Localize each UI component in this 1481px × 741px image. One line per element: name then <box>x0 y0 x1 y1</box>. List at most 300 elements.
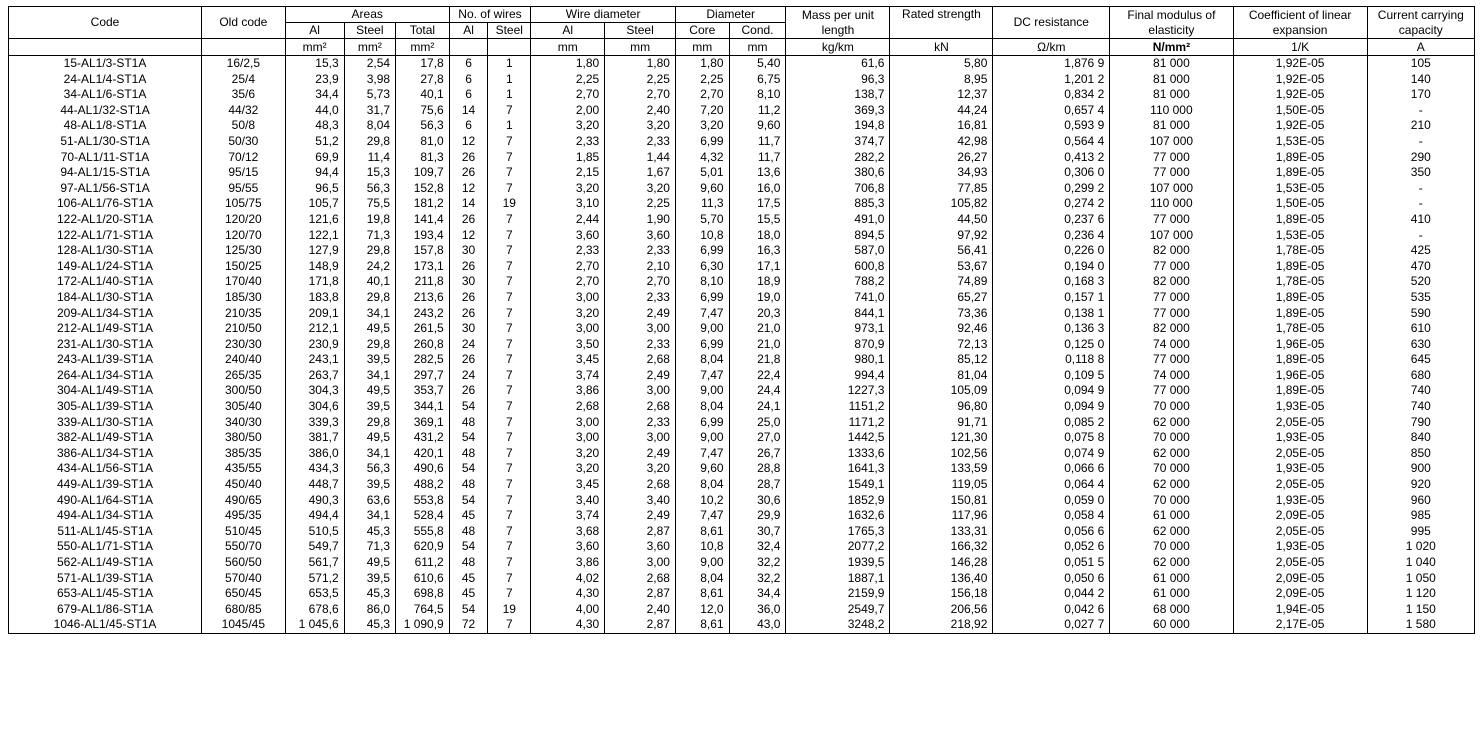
cell-wires-al: 48 <box>449 477 488 493</box>
cell-wires-al: 26 <box>449 290 488 306</box>
header-row-1 <box>9 7 1475 23</box>
cell-code: 172-AL1/40-ST1A <box>9 274 202 290</box>
table-body <box>9 56 1475 634</box>
table-header <box>9 7 1475 56</box>
cell-dia-core: 7,20 <box>675 103 729 119</box>
cell-area-total: 698,8 <box>396 586 450 602</box>
cell-dia-cond: 28,8 <box>729 461 786 477</box>
cell-dia-cond: 43,0 <box>729 617 786 633</box>
cell-dc-resistance: 0,226 0 <box>993 243 1110 259</box>
cell-area-steel: 45,3 <box>344 586 395 602</box>
cell-code: 212-AL1/49-ST1A <box>9 321 202 337</box>
cell-old-code: 35/6 <box>202 87 286 103</box>
cell-area-total: 261,5 <box>396 321 450 337</box>
cell-area-al: 339,3 <box>285 415 344 431</box>
cell-final-modulus: 70 000 <box>1110 539 1233 555</box>
cell-wire-dia-steel: 2,68 <box>605 571 676 587</box>
cell-wire-dia-al: 3,40 <box>531 493 605 509</box>
cell-code: 184-AL1/30-ST1A <box>9 290 202 306</box>
table-row <box>9 150 1475 166</box>
cell-old-code: 300/50 <box>202 383 286 399</box>
cell-area-steel: 39,5 <box>344 399 395 415</box>
cell-wire-dia-al: 2,68 <box>531 399 605 415</box>
cell-dia-cond: 21,8 <box>729 352 786 368</box>
cell-coef-expansion: 1,94E-05 <box>1233 602 1367 618</box>
cell-final-modulus: 77 000 <box>1110 212 1233 228</box>
cell-coef-expansion: 1,89E-05 <box>1233 259 1367 275</box>
cell-mass: 2077,2 <box>786 539 890 555</box>
table-row <box>9 524 1475 540</box>
cell-wires-steel: 7 <box>488 415 531 431</box>
cell-dia-core: 6,99 <box>675 134 729 150</box>
cell-rated-strength: 65,27 <box>890 290 993 306</box>
cell-dia-cond: 24,1 <box>729 399 786 415</box>
cell-mass: 138,7 <box>786 87 890 103</box>
header-areas: Areas <box>285 7 449 23</box>
table-row <box>9 290 1475 306</box>
cell-wires-steel: 7 <box>488 243 531 259</box>
cell-wire-dia-steel: 3,60 <box>605 539 676 555</box>
cell-code: 305-AL1/39-ST1A <box>9 399 202 415</box>
cell-wire-dia-al: 3,00 <box>531 430 605 446</box>
cell-wire-dia-steel: 1,67 <box>605 165 676 181</box>
cell-area-total: 764,5 <box>396 602 450 618</box>
cell-area-steel: 19,8 <box>344 212 395 228</box>
table-row <box>9 493 1475 509</box>
cell-final-modulus: 77 000 <box>1110 290 1233 306</box>
cell-dia-cond: 17,5 <box>729 196 786 212</box>
cell-area-total: 81,3 <box>396 150 450 166</box>
cell-rated-strength: 42,98 <box>890 134 993 150</box>
cell-dia-core: 6,30 <box>675 259 729 275</box>
cell-code: 511-AL1/45-ST1A <box>9 524 202 540</box>
cell-dc-resistance: 0,299 2 <box>993 181 1110 197</box>
cell-area-steel: 49,5 <box>344 555 395 571</box>
cell-rated-strength: 16,81 <box>890 118 993 134</box>
cell-final-modulus: 61 000 <box>1110 571 1233 587</box>
cell-dia-core: 8,04 <box>675 399 729 415</box>
cell-dia-cond: 20,3 <box>729 306 786 322</box>
cell-area-total: 40,1 <box>396 87 450 103</box>
header-rated-strength: Rated strength <box>890 7 993 39</box>
cell-current-capacity: - <box>1367 134 1474 150</box>
cell-wires-steel: 7 <box>488 150 531 166</box>
cell-old-code: 125/30 <box>202 243 286 259</box>
header-areas-al: Al <box>285 23 344 39</box>
cell-wires-al: 45 <box>449 508 488 524</box>
cell-current-capacity: 1 580 <box>1367 617 1474 633</box>
cell-area-al: 494,4 <box>285 508 344 524</box>
table-row <box>9 228 1475 244</box>
cell-area-al: 653,5 <box>285 586 344 602</box>
cell-wire-dia-al: 2,44 <box>531 212 605 228</box>
cell-wire-dia-al: 3,45 <box>531 477 605 493</box>
cell-rated-strength: 44,50 <box>890 212 993 228</box>
cell-wires-al: 54 <box>449 602 488 618</box>
table-row <box>9 352 1475 368</box>
cell-area-steel: 71,3 <box>344 539 395 555</box>
cell-code: 149-AL1/24-ST1A <box>9 259 202 275</box>
cell-current-capacity: 1 050 <box>1367 571 1474 587</box>
cell-mass: 870,9 <box>786 337 890 353</box>
cell-wire-dia-steel: 3,60 <box>605 228 676 244</box>
cell-dia-core: 10,8 <box>675 228 729 244</box>
cell-dia-cond: 36,0 <box>729 602 786 618</box>
cell-old-code: 170/40 <box>202 274 286 290</box>
table-row <box>9 243 1475 259</box>
cell-final-modulus: 107 000 <box>1110 134 1233 150</box>
cell-current-capacity: 680 <box>1367 368 1474 384</box>
cell-area-steel: 31,7 <box>344 103 395 119</box>
header-wire-diameter-steel: Steel <box>605 23 676 39</box>
cell-dc-resistance: 0,136 3 <box>993 321 1110 337</box>
cell-wires-al: 48 <box>449 446 488 462</box>
cell-final-modulus: 107 000 <box>1110 181 1233 197</box>
table-row <box>9 571 1475 587</box>
cell-old-code: 340/30 <box>202 415 286 431</box>
cell-area-total: 27,8 <box>396 72 450 88</box>
cell-dia-core: 9,00 <box>675 555 729 571</box>
cell-rated-strength: 133,59 <box>890 461 993 477</box>
cell-dia-cond: 32,4 <box>729 539 786 555</box>
cell-dc-resistance: 0,236 4 <box>993 228 1110 244</box>
header-mass: Mass per unit length <box>786 7 890 39</box>
cell-dc-resistance: 0,274 2 <box>993 196 1110 212</box>
table-row <box>9 415 1475 431</box>
cell-area-al: 381,7 <box>285 430 344 446</box>
cell-area-al: 96,5 <box>285 181 344 197</box>
cell-wires-al: 30 <box>449 274 488 290</box>
cell-wire-dia-al: 3,60 <box>531 228 605 244</box>
cell-area-steel: 56,3 <box>344 181 395 197</box>
cell-rated-strength: 218,92 <box>890 617 993 633</box>
cell-rated-strength: 105,82 <box>890 196 993 212</box>
cell-current-capacity: 790 <box>1367 415 1474 431</box>
cell-dc-resistance: 0,593 9 <box>993 118 1110 134</box>
cell-mass: 1765,3 <box>786 524 890 540</box>
cell-coef-expansion: 1,96E-05 <box>1233 368 1367 384</box>
cell-wires-al: 6 <box>449 72 488 88</box>
cell-dia-cond: 21,0 <box>729 321 786 337</box>
cell-old-code: 560/50 <box>202 555 286 571</box>
cell-area-total: 213,6 <box>396 290 450 306</box>
cell-wire-dia-steel: 2,25 <box>605 72 676 88</box>
cell-wires-al: 6 <box>449 87 488 103</box>
cell-dia-cond: 13,6 <box>729 165 786 181</box>
cell-code: 562-AL1/49-ST1A <box>9 555 202 571</box>
cell-coef-expansion: 1,92E-05 <box>1233 118 1367 134</box>
cell-area-al: 127,9 <box>285 243 344 259</box>
cell-mass: 973,1 <box>786 321 890 337</box>
cell-wires-al: 14 <box>449 196 488 212</box>
cell-mass: 600,8 <box>786 259 890 275</box>
cell-dia-cond: 32,2 <box>729 555 786 571</box>
cell-old-code: 550/70 <box>202 539 286 555</box>
unit-mass: kg/km <box>786 39 890 56</box>
cell-wire-dia-al: 3,10 <box>531 196 605 212</box>
cell-mass: 1887,1 <box>786 571 890 587</box>
cell-coef-expansion: 1,89E-05 <box>1233 165 1367 181</box>
cell-wires-steel: 7 <box>488 508 531 524</box>
cell-mass: 587,0 <box>786 243 890 259</box>
cell-coef-expansion: 1,78E-05 <box>1233 243 1367 259</box>
table-row <box>9 430 1475 446</box>
cell-dia-core: 1,80 <box>675 56 729 72</box>
cell-area-steel: 34,1 <box>344 508 395 524</box>
cell-area-steel: 49,5 <box>344 321 395 337</box>
table-row <box>9 368 1475 384</box>
cell-dc-resistance: 0,657 4 <box>993 103 1110 119</box>
cell-wires-al: 12 <box>449 134 488 150</box>
cell-wires-al: 6 <box>449 118 488 134</box>
cell-dia-cond: 29,9 <box>729 508 786 524</box>
cell-wire-dia-steel: 2,49 <box>605 368 676 384</box>
cell-area-steel: 29,8 <box>344 337 395 353</box>
cell-old-code: 680/85 <box>202 602 286 618</box>
cell-old-code: 120/20 <box>202 212 286 228</box>
cell-old-code: 1045/45 <box>202 617 286 633</box>
cell-dia-core: 9,60 <box>675 461 729 477</box>
cell-final-modulus: 81 000 <box>1110 56 1233 72</box>
cell-rated-strength: 77,85 <box>890 181 993 197</box>
cell-wire-dia-al: 3,74 <box>531 368 605 384</box>
cell-area-al: 490,3 <box>285 493 344 509</box>
cell-area-steel: 45,3 <box>344 617 395 633</box>
cell-coef-expansion: 1,93E-05 <box>1233 493 1367 509</box>
cell-dc-resistance: 0,044 2 <box>993 586 1110 602</box>
cell-wires-al: 14 <box>449 103 488 119</box>
cell-final-modulus: 70 000 <box>1110 399 1233 415</box>
cell-area-steel: 15,3 <box>344 165 395 181</box>
cell-rated-strength: 34,93 <box>890 165 993 181</box>
cell-wires-al: 30 <box>449 321 488 337</box>
cell-wires-al: 26 <box>449 383 488 399</box>
cell-code: 70-AL1/11-ST1A <box>9 150 202 166</box>
cell-dia-core: 7,47 <box>675 508 729 524</box>
cell-current-capacity: 920 <box>1367 477 1474 493</box>
cell-wires-al: 54 <box>449 493 488 509</box>
header-areas-steel: Steel <box>344 23 395 39</box>
cell-area-steel: 49,5 <box>344 383 395 399</box>
cell-coef-expansion: 1,92E-05 <box>1233 56 1367 72</box>
cell-current-capacity: 645 <box>1367 352 1474 368</box>
cell-coef-expansion: 2,09E-05 <box>1233 586 1367 602</box>
cell-wire-dia-al: 3,20 <box>531 461 605 477</box>
cell-area-total: 610,6 <box>396 571 450 587</box>
cell-rated-strength: 117,96 <box>890 508 993 524</box>
cell-code: 128-AL1/30-ST1A <box>9 243 202 259</box>
units-row <box>9 39 1475 56</box>
cell-dia-cond: 11,7 <box>729 150 786 166</box>
cell-wires-steel: 1 <box>488 118 531 134</box>
cell-wires-al: 26 <box>449 212 488 228</box>
cell-wires-steel: 7 <box>488 586 531 602</box>
cell-wire-dia-steel: 2,10 <box>605 259 676 275</box>
cell-dia-cond: 18,0 <box>729 228 786 244</box>
cell-dia-cond: 16,0 <box>729 181 786 197</box>
cell-old-code: 150/25 <box>202 259 286 275</box>
cell-old-code: 380/50 <box>202 430 286 446</box>
cell-mass: 282,2 <box>786 150 890 166</box>
cell-dc-resistance: 0,834 2 <box>993 87 1110 103</box>
cell-dia-core: 8,04 <box>675 571 729 587</box>
cell-wire-dia-al: 2,33 <box>531 243 605 259</box>
cell-mass: 1333,6 <box>786 446 890 462</box>
cell-wires-al: 26 <box>449 306 488 322</box>
cell-mass: 2159,9 <box>786 586 890 602</box>
cell-wire-dia-steel: 2,33 <box>605 290 676 306</box>
cell-dc-resistance: 0,168 3 <box>993 274 1110 290</box>
table-row <box>9 103 1475 119</box>
cell-coef-expansion: 1,89E-05 <box>1233 212 1367 228</box>
cell-wire-dia-al: 3,20 <box>531 118 605 134</box>
cell-area-total: 260,8 <box>396 337 450 353</box>
cell-wire-dia-steel: 2,33 <box>605 337 676 353</box>
cell-area-total: 193,4 <box>396 228 450 244</box>
cell-wire-dia-steel: 2,33 <box>605 134 676 150</box>
header-old-code: Old code <box>202 7 286 39</box>
cell-dc-resistance: 0,074 9 <box>993 446 1110 462</box>
unit-code <box>9 39 202 56</box>
cell-code: 51-AL1/30-ST1A <box>9 134 202 150</box>
cell-rated-strength: 85,12 <box>890 352 993 368</box>
cell-old-code: 570/40 <box>202 571 286 587</box>
cell-current-capacity: - <box>1367 181 1474 197</box>
cell-dia-cond: 17,1 <box>729 259 786 275</box>
cell-wires-al: 26 <box>449 259 488 275</box>
cell-wires-steel: 19 <box>488 196 531 212</box>
cell-code: 209-AL1/34-ST1A <box>9 306 202 322</box>
table-row <box>9 446 1475 462</box>
cell-mass: 1939,5 <box>786 555 890 571</box>
cell-area-al: 209,1 <box>285 306 344 322</box>
cell-rated-strength: 81,04 <box>890 368 993 384</box>
cell-final-modulus: 70 000 <box>1110 461 1233 477</box>
cell-dia-core: 10,8 <box>675 539 729 555</box>
cell-wires-steel: 7 <box>488 321 531 337</box>
cell-dia-cond: 11,7 <box>729 134 786 150</box>
cell-wire-dia-steel: 3,40 <box>605 493 676 509</box>
cell-old-code: 50/30 <box>202 134 286 150</box>
cell-coef-expansion: 1,93E-05 <box>1233 399 1367 415</box>
cell-wires-steel: 7 <box>488 446 531 462</box>
cell-code: 494-AL1/34-ST1A <box>9 508 202 524</box>
cell-wires-steel: 7 <box>488 368 531 384</box>
cell-area-al: 678,6 <box>285 602 344 618</box>
cell-dc-resistance: 0,056 6 <box>993 524 1110 540</box>
cell-area-steel: 75,5 <box>344 196 395 212</box>
cell-code: 304-AL1/49-ST1A <box>9 383 202 399</box>
unit-rated-strength: kN <box>890 39 993 56</box>
cell-wires-al: 45 <box>449 586 488 602</box>
cell-area-al: 212,1 <box>285 321 344 337</box>
cell-wire-dia-steel: 2,87 <box>605 586 676 602</box>
cell-current-capacity: 840 <box>1367 430 1474 446</box>
cell-dc-resistance: 0,027 7 <box>993 617 1110 633</box>
cell-area-steel: 49,5 <box>344 430 395 446</box>
cell-code: 490-AL1/64-ST1A <box>9 493 202 509</box>
table-row <box>9 165 1475 181</box>
table-row <box>9 212 1475 228</box>
cell-rated-strength: 156,18 <box>890 586 993 602</box>
cell-final-modulus: 74 000 <box>1110 337 1233 353</box>
header-no-wires-al: Al <box>449 23 488 39</box>
cell-area-total: 488,2 <box>396 477 450 493</box>
cell-area-total: 211,8 <box>396 274 450 290</box>
cell-wire-dia-al: 4,30 <box>531 586 605 602</box>
cell-coef-expansion: 1,53E-05 <box>1233 134 1367 150</box>
cell-current-capacity: 740 <box>1367 383 1474 399</box>
cell-old-code: 16/2,5 <box>202 56 286 72</box>
cell-mass: 1227,3 <box>786 383 890 399</box>
cell-area-al: 44,0 <box>285 103 344 119</box>
cell-wires-al: 54 <box>449 461 488 477</box>
cell-wire-dia-al: 2,15 <box>531 165 605 181</box>
cell-rated-strength: 5,80 <box>890 56 993 72</box>
cell-area-steel: 29,8 <box>344 134 395 150</box>
cell-rated-strength: 12,37 <box>890 87 993 103</box>
unit-diameter-cond: mm <box>729 39 786 56</box>
cell-code: 386-AL1/34-ST1A <box>9 446 202 462</box>
cell-area-steel: 2,54 <box>344 56 395 72</box>
cell-mass: 1852,9 <box>786 493 890 509</box>
cell-wires-al: 24 <box>449 337 488 353</box>
cell-rated-strength: 26,27 <box>890 150 993 166</box>
header-current-capacity: Current carrying capacity <box>1367 7 1474 39</box>
cell-rated-strength: 136,40 <box>890 571 993 587</box>
cell-dc-resistance: 0,138 1 <box>993 306 1110 322</box>
table-row <box>9 56 1475 72</box>
cell-coef-expansion: 1,92E-05 <box>1233 72 1367 88</box>
cell-wire-dia-steel: 2,49 <box>605 306 676 322</box>
cell-area-total: 369,1 <box>396 415 450 431</box>
cell-coef-expansion: 1,78E-05 <box>1233 274 1367 290</box>
cell-rated-strength: 133,31 <box>890 524 993 540</box>
cell-current-capacity: 140 <box>1367 72 1474 88</box>
cell-dc-resistance: 1,201 2 <box>993 72 1110 88</box>
cell-coef-expansion: 1,92E-05 <box>1233 87 1367 103</box>
cell-wire-dia-al: 3,20 <box>531 446 605 462</box>
cell-rated-strength: 72,13 <box>890 337 993 353</box>
cell-old-code: 105/75 <box>202 196 286 212</box>
cell-dia-core: 3,20 <box>675 118 729 134</box>
table-row <box>9 337 1475 353</box>
cell-area-al: 148,9 <box>285 259 344 275</box>
cell-wire-dia-steel: 3,00 <box>605 430 676 446</box>
cell-current-capacity: 740 <box>1367 399 1474 415</box>
cell-rated-strength: 96,80 <box>890 399 993 415</box>
cell-dc-resistance: 0,075 8 <box>993 430 1110 446</box>
cell-coef-expansion: 2,05E-05 <box>1233 555 1367 571</box>
cell-rated-strength: 56,41 <box>890 243 993 259</box>
cell-wires-al: 45 <box>449 571 488 587</box>
cell-current-capacity: - <box>1367 103 1474 119</box>
cell-area-steel: 29,8 <box>344 290 395 306</box>
cell-dia-core: 8,04 <box>675 352 729 368</box>
cell-dc-resistance: 0,118 8 <box>993 352 1110 368</box>
cell-current-capacity: 590 <box>1367 306 1474 322</box>
table-row <box>9 274 1475 290</box>
cell-dia-core: 8,61 <box>675 586 729 602</box>
cell-wires-al: 26 <box>449 150 488 166</box>
cell-area-steel: 3,98 <box>344 72 395 88</box>
header-coef-expansion: Coefficient of linear expansion <box>1233 7 1367 39</box>
cell-area-steel: 39,5 <box>344 571 395 587</box>
cell-area-steel: 56,3 <box>344 461 395 477</box>
cell-coef-expansion: 2,09E-05 <box>1233 508 1367 524</box>
cell-final-modulus: 61 000 <box>1110 508 1233 524</box>
cell-wire-dia-al: 3,00 <box>531 290 605 306</box>
